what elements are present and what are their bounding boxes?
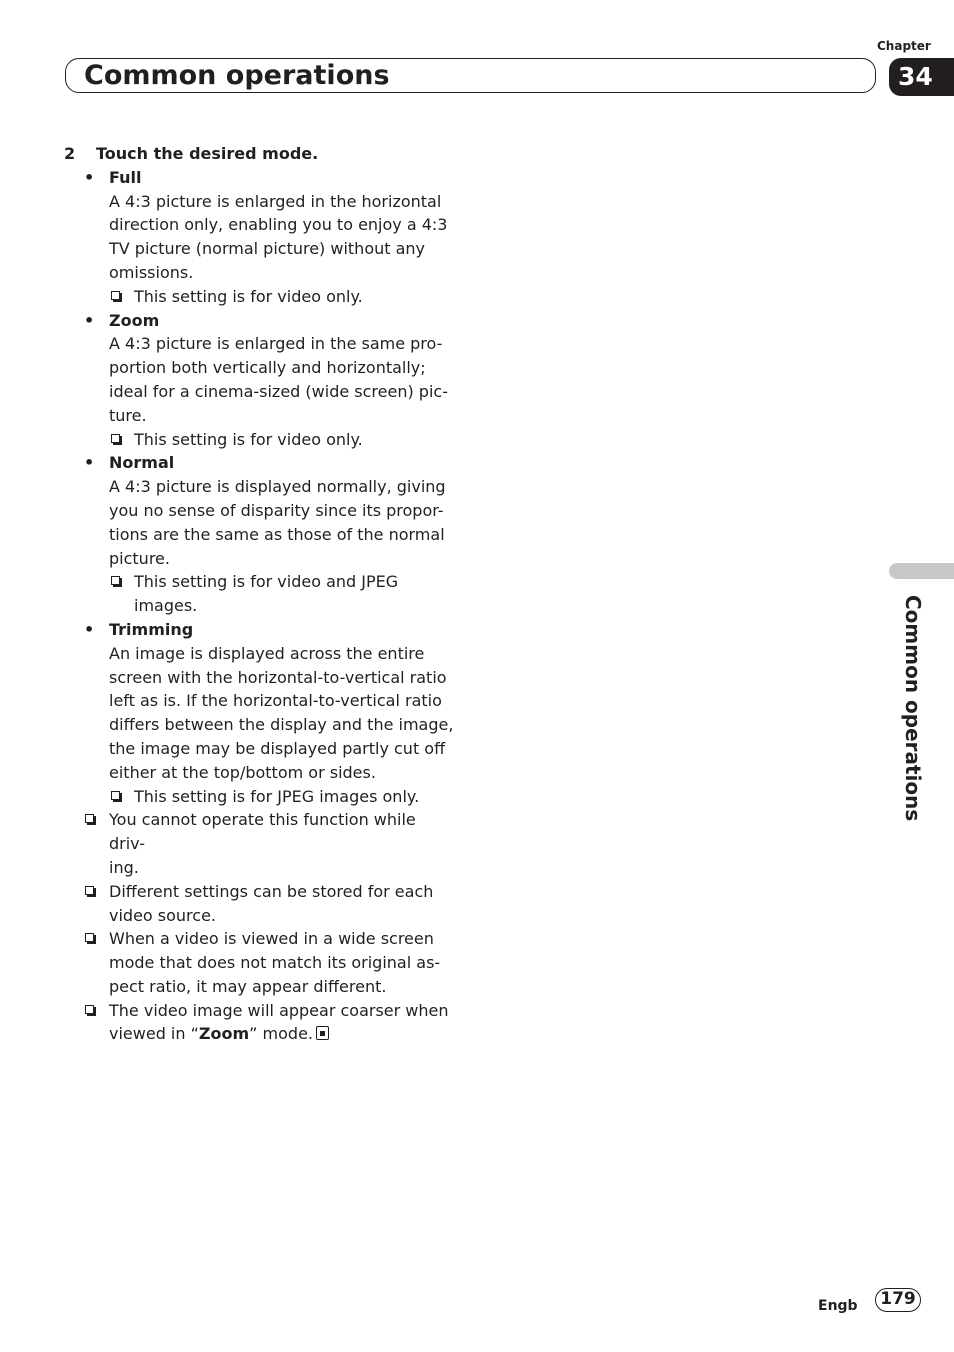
note-box-icon xyxy=(111,434,120,443)
text-line: pect ratio, it may appear different. xyxy=(109,976,387,996)
text-line: the image may be displayed partly cut off xyxy=(109,738,446,758)
text-line: A 4:3 picture is enlarged in the horizontal xyxy=(109,191,442,211)
text-line: tions are the same as those of the normal xyxy=(109,524,445,544)
text-line: A 4:3 picture is displayed normally, giving xyxy=(109,477,446,497)
text-line: When a video is viewed in a wide screen xyxy=(109,929,434,949)
mode-item-normal xyxy=(64,451,454,475)
mode-item-zoom xyxy=(64,309,454,333)
text-line: screen with the horizontal-to-vertical ratio xyxy=(109,667,447,687)
text-line: Different settings can be stored for each xyxy=(109,881,434,901)
mode-item-full xyxy=(64,166,454,190)
step-text: Touch the desired mode. xyxy=(96,144,319,163)
page-number: 179 xyxy=(875,1288,921,1312)
note-box-icon xyxy=(111,291,120,300)
bullet-icon: • xyxy=(84,453,95,473)
text-line: picture. xyxy=(109,548,170,568)
text-line xyxy=(109,1022,454,1046)
mode-note xyxy=(64,570,454,618)
note-box-icon xyxy=(85,814,94,823)
mode-note xyxy=(64,785,454,809)
text-line: ing. xyxy=(109,857,139,877)
text-line: differs between the display and the image, xyxy=(109,715,454,735)
text-line: This setting is for video only. xyxy=(134,429,363,449)
text-line: portion both vertically and horizontally; xyxy=(109,358,426,378)
text-line: The video image will appear coarser when xyxy=(109,1000,449,1020)
note-box-icon xyxy=(111,791,120,800)
bullet-icon: • xyxy=(84,167,95,187)
note-box-icon xyxy=(111,576,120,585)
general-note xyxy=(64,927,454,998)
text-line: TV picture (normal picture) without any xyxy=(109,239,426,259)
general-note xyxy=(64,999,454,1047)
text-line: images. xyxy=(134,596,198,616)
page-title-bar xyxy=(65,58,876,93)
mode-item-trimming xyxy=(64,618,454,642)
step-number: 2 xyxy=(64,144,76,163)
mode-description xyxy=(64,190,454,285)
mode-name: Normal xyxy=(109,453,175,473)
text-line: mode that does not match its original as- xyxy=(109,953,441,973)
note-box-icon xyxy=(85,1005,94,1014)
text-line: omissions. xyxy=(109,262,194,282)
text-line: left as is. If the horizontal-to-vertical ratio xyxy=(109,691,442,711)
bullet-icon: • xyxy=(84,310,95,330)
mode-description xyxy=(64,642,454,785)
general-note xyxy=(64,808,454,879)
note-box-icon xyxy=(85,933,94,942)
mode-description xyxy=(64,475,454,570)
mode-name: Zoom xyxy=(109,310,160,330)
text-line: You cannot operate this function while driv- xyxy=(109,810,416,854)
chapter-label: Chapter xyxy=(877,39,931,53)
end-of-section-icon xyxy=(316,1026,329,1040)
note-box-icon xyxy=(85,886,94,895)
mode-name: Full xyxy=(109,167,142,187)
zoom-emphasis: Zoom xyxy=(198,1024,250,1044)
text-line: An image is displayed across the entire xyxy=(109,643,425,663)
mode-description xyxy=(64,332,454,427)
text-line: ideal for a cinema-sized (wide screen) pic- xyxy=(109,381,448,401)
chapter-number-badge: 34 xyxy=(889,58,954,96)
mode-name: Trimming xyxy=(109,619,194,639)
text-fragment: ” mode. xyxy=(249,1024,313,1044)
general-note xyxy=(64,880,454,928)
text-line: This setting is for JPEG images only. xyxy=(134,786,420,806)
side-tab-label: Common operations xyxy=(901,595,925,822)
text-line: This setting is for video and JPEG xyxy=(134,572,399,592)
text-line: you no sense of disparity since its propor- xyxy=(109,500,444,520)
mode-note xyxy=(64,428,454,452)
step-heading xyxy=(64,142,454,166)
text-line: A 4:3 picture is enlarged in the same pro- xyxy=(109,334,443,354)
text-line: ture. xyxy=(109,405,147,425)
bullet-icon: • xyxy=(84,619,95,639)
page-title: Common operations xyxy=(84,60,390,91)
text-line: This setting is for video only. xyxy=(134,286,363,306)
text-line: direction only, enabling you to enjoy a 4:3 xyxy=(109,215,448,235)
mode-note xyxy=(64,285,454,309)
main-content xyxy=(64,142,454,1046)
text-line: video source. xyxy=(109,905,217,925)
text-fragment: viewed in “ xyxy=(109,1024,199,1044)
text-line: either at the top/bottom or sides. xyxy=(109,762,376,782)
side-tab-marker xyxy=(889,563,954,579)
footer-language: Engb xyxy=(818,1298,858,1314)
